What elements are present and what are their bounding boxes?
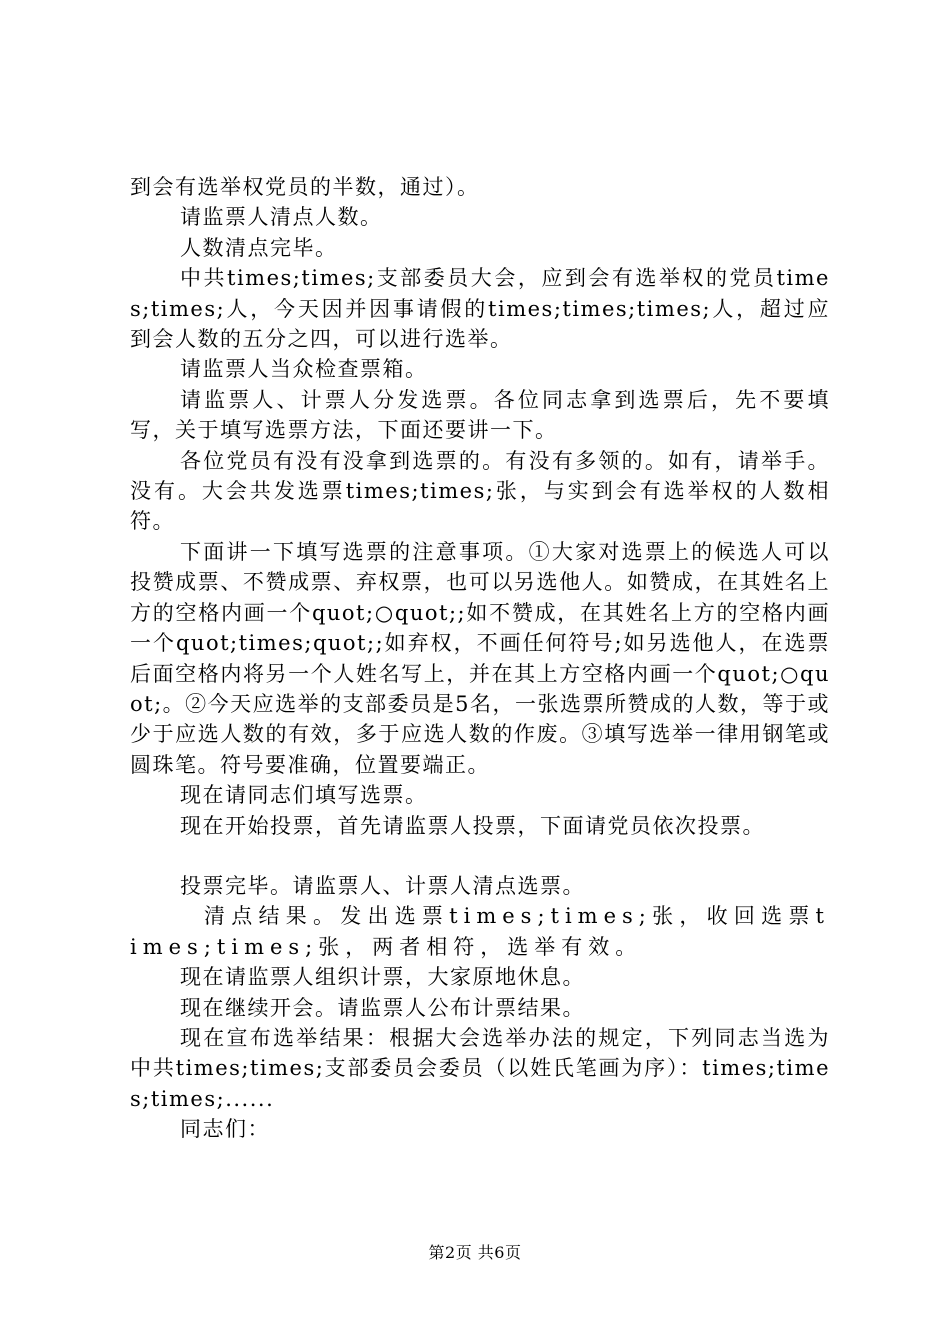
paragraph-4: 中共times;times;支部委员大会，应到会有选举权的党员times;times;人，今天因并因事请假的times;times;times;人，超过应到会人数的五分之四，可以进行选举。 [130, 266, 830, 352]
paragraph-2: 请监票人清点人数。 [180, 205, 383, 230]
paragraph-14: 现在继续开会。请监票人公布计票结果。 [180, 995, 585, 1020]
paragraph-9: 现在请同志们填写选票。 [180, 783, 428, 808]
document-body [130, 172, 830, 1145]
paragraph-10: 现在开始投票，首先请监票人投票，下面请党员依次投票。 [180, 813, 765, 838]
paragraph-12: 清点结果。发出选票times;times;张，收回选票times;times;张，两者相符，选举有效。 [130, 904, 830, 959]
paragraph-15: 现在宣布选举结果：根据大会选举办法的规定，下列同志当选为中共times;times;支部委员会委员（以姓氏笔画为序）：times;times;times;...... [130, 1025, 830, 1111]
paragraph-11: 投票完毕。请监票人、计票人清点选票。 [180, 873, 585, 898]
page-number-footer: 第2页 共6页 [428, 1243, 522, 1262]
paragraph-6: 请监票人、计票人分发选票。各位同志拿到选票后，先不要填写，关于填写选票方法，下面还要讲一下。 [130, 387, 830, 443]
paragraph-5: 请监票人当众检查票箱。 [180, 357, 428, 382]
paragraph-13: 现在请监票人组织计票，大家原地休息。 [180, 965, 585, 990]
paragraph-3: 人数清点完毕。 [180, 235, 338, 260]
paragraph-16: 同志们： [180, 1117, 270, 1142]
paragraph-8: 下面讲一下填写选票的注意事项。①大家对选票上的候选人可以投赞成票、不赞成票、弃权票，也可以另选他人。如赞成，在其姓名上方的空格内画一个quot;○quot;;如不赞成，在其姓名上方的空格内画一个quot;times;quot;;如弃权，不画任何符号;如另选他人，在选票后面空格内将另一个人姓名写上，并在其上方空格内画一个quot;○quot;。②今天应选举的支部委员是5名，一张选票所赞成的人数，等于或少于应选人数的有效，多于应选人数的作废。③填写选举一律用钢笔或圆珠笔。符号要准确，位置要端正。 [130, 539, 831, 777]
paragraph-7: 各位党员有没有没拿到选票的。有没有多领的。如有，请举手。没有。大会共发选票times;times;张，与实到会有选举权的人数相符。 [130, 448, 830, 534]
paragraph-1: 到会有选举权党员的半数，通过）。 [130, 175, 480, 199]
paragraph-gap [130, 841, 830, 871]
